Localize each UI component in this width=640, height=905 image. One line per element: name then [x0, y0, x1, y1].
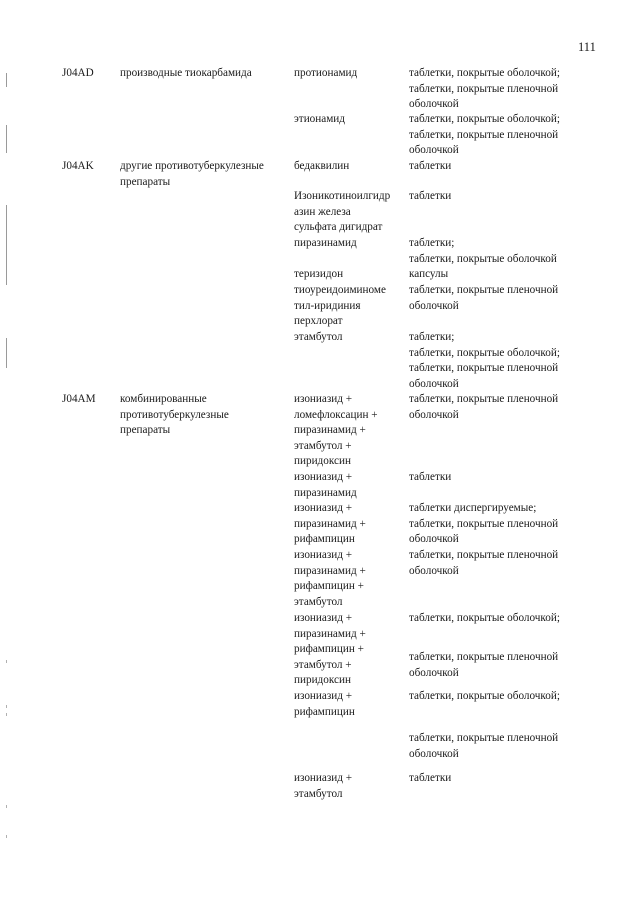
atc-code: J04AM: [62, 393, 96, 405]
scan-artifact: [6, 713, 7, 716]
drug-name: тиоуреидоиминоме тил-иридиния перхлорат: [294, 284, 386, 328]
dosage-form: таблетки, покрытые пленочной оболочкой: [409, 284, 559, 312]
scan-artifact: [6, 805, 7, 808]
atc-code: J04AK: [62, 160, 94, 172]
drug-name: этамбутол: [294, 331, 343, 343]
drug-name: изониазид + пиразинамид: [294, 471, 357, 499]
dosage-form: таблетки: [409, 160, 452, 172]
dosage-form: капсулы: [409, 268, 449, 280]
atc-group-name: другие противотуберкулезные препараты: [120, 160, 264, 188]
atc-code: J04AD: [62, 67, 94, 79]
dosage-form: таблетки; таблетки, покрытые оболочкой; таблетки, покрытые пленочной оболочкой: [409, 331, 560, 390]
dosage-form: таблетки: [409, 772, 452, 784]
dosage-form: таблетки, покрытые оболочкой; таблетки, покрытые пленочной оболочкой: [409, 67, 560, 111]
dosage-form: таблетки: [409, 471, 452, 483]
drug-name: изониазид + пиразинамид + рифампицин + этамбутол: [294, 549, 366, 608]
drug-name: изониазид + рифампицин: [294, 690, 355, 718]
drug-name: пиразинамид: [294, 237, 357, 249]
dosage-form: таблетки, покрытые пленочной оболочкой: [409, 549, 559, 577]
drug-name: изониазид + пиразинамид + рифампицин + этамбутол + пиридоксин: [294, 612, 366, 687]
scan-artifact: [6, 705, 7, 708]
atc-group-name: комбинированные противотуберкулезные препараты: [120, 393, 229, 437]
dosage-form: таблетки, покрытые пленочной оболочкой: [409, 651, 559, 679]
dosage-form: таблетки, покрытые пленочной оболочкой: [409, 732, 559, 760]
drug-name: протионамид: [294, 67, 358, 79]
dosage-form: таблетки, покрытые пленочной оболочкой: [409, 393, 559, 421]
scan-artifact: [6, 660, 7, 663]
dosage-form: таблетки, покрытые оболочкой;: [409, 690, 560, 702]
scan-artifact: [6, 205, 7, 285]
dosage-form: таблетки диспергируемые; таблетки, покрытые пленочной оболочкой: [409, 502, 559, 546]
drug-name: изониазид + ломефлоксацин + пиразинамид + этамбутол + пиридоксин: [294, 393, 378, 468]
drug-name: теризидон: [294, 268, 344, 280]
dosage-form: таблетки, покрытые оболочкой; таблетки, покрытые пленочной оболочкой: [409, 113, 560, 157]
dosage-form: таблетки; таблетки, покрытые оболочкой: [409, 237, 557, 265]
atc-group-name: производные тиокарбамида: [120, 67, 252, 79]
dosage-form: таблетки: [409, 190, 452, 202]
dosage-form: таблетки, покрытые оболочкой;: [409, 612, 560, 624]
page-number: 111: [578, 40, 596, 54]
scan-artifact: [6, 338, 7, 368]
drug-name: Изоникотиноилгидр азин железа сульфата дигидрат: [294, 190, 391, 234]
drug-name: бедаквилин: [294, 160, 350, 172]
drug-name: изониазид + пиразинамид + рифампицин: [294, 502, 366, 546]
drug-name: изониазид + этамбутол: [294, 772, 353, 800]
scan-artifact: [6, 73, 7, 87]
drug-name: этионамид: [294, 113, 345, 125]
scan-artifact: [6, 835, 7, 838]
scan-artifact: [6, 125, 7, 153]
